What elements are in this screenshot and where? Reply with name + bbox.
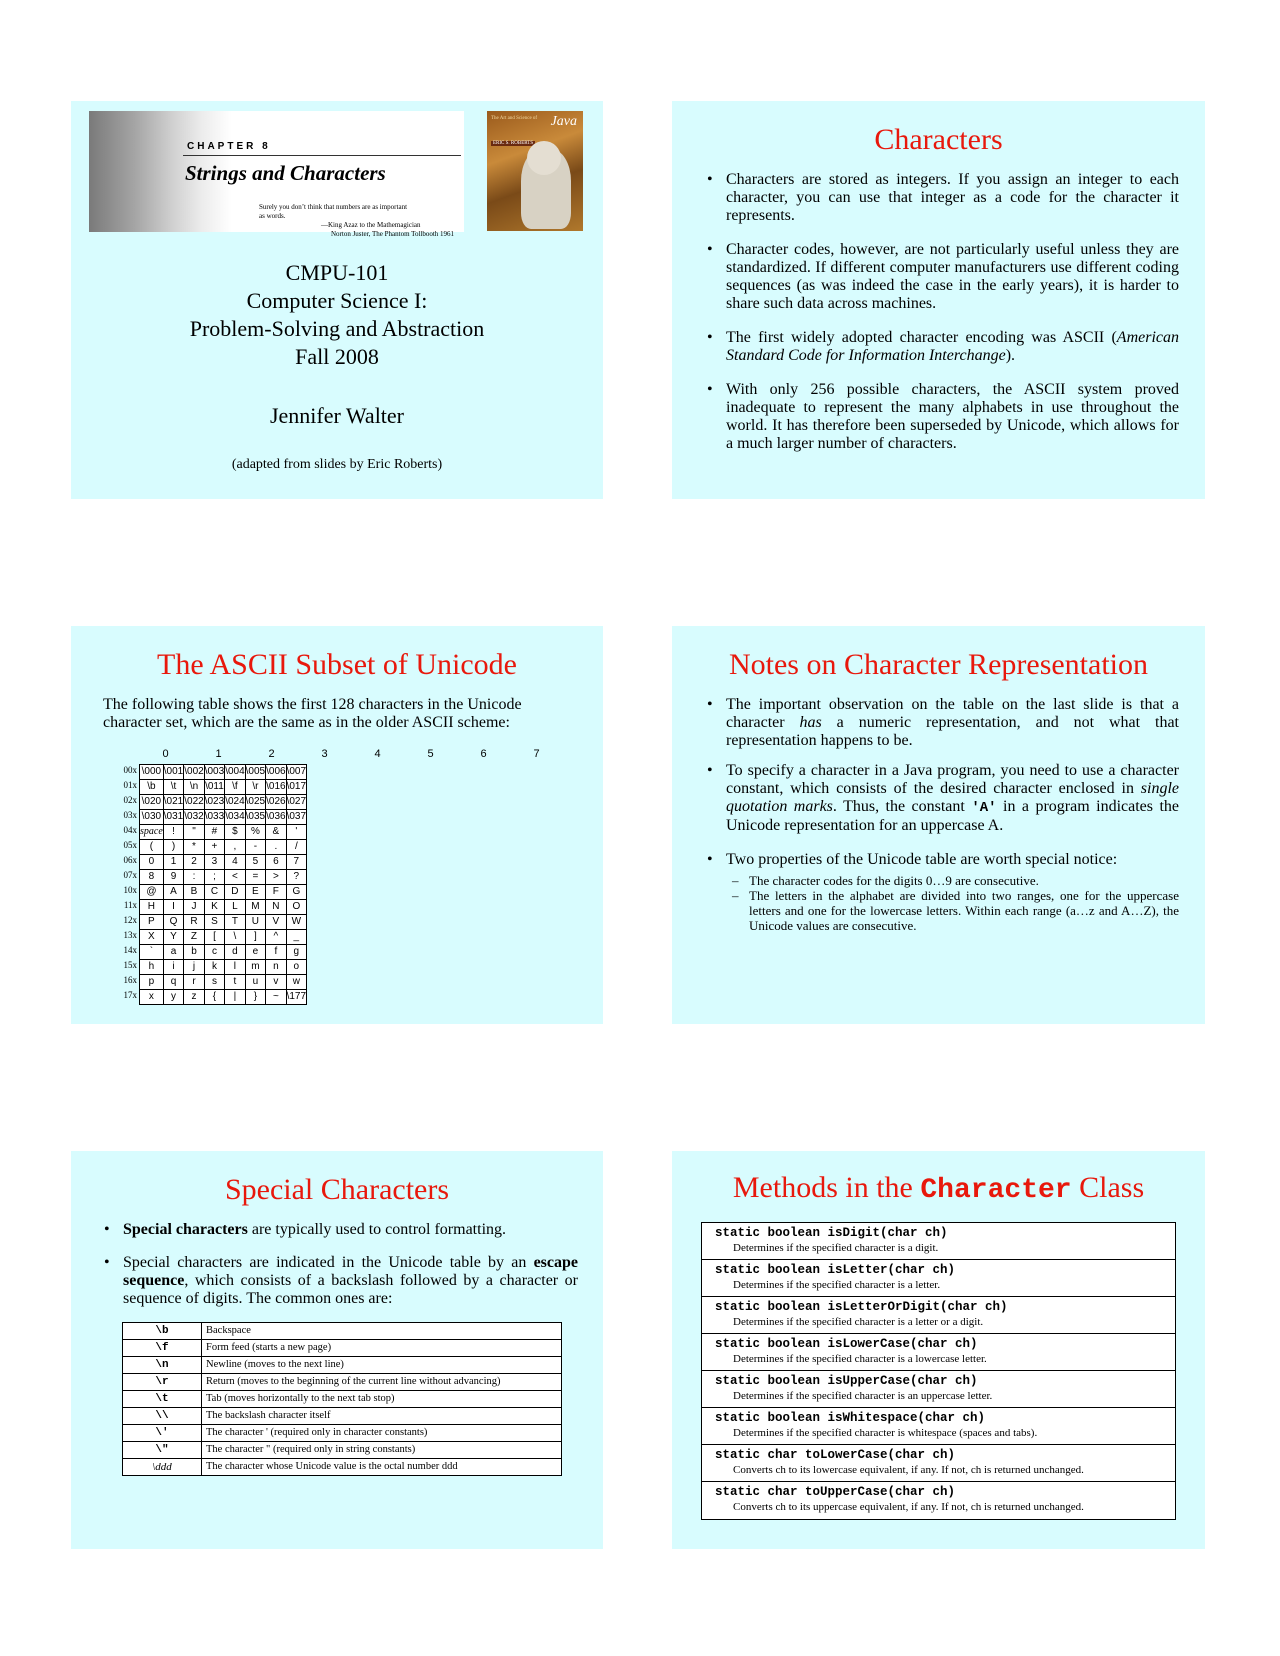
ascii-cell: `	[140, 945, 164, 960]
slide-character-methods	[672, 1151, 1205, 1549]
bullet-item: • Characters are stored as integers. If you assign an integer to each character, you can use that integer as a code for the character it represents.	[705, 171, 1179, 225]
chapter-quote	[259, 203, 459, 239]
ascii-row	[140, 870, 307, 885]
escape-row	[123, 1357, 562, 1374]
ascii-cell: ^	[266, 930, 286, 945]
ascii-cell: <	[225, 870, 245, 885]
bullet-item	[102, 1221, 578, 1239]
quote-line: Surely you don’t think that numbers are as important	[259, 203, 408, 211]
row-header: 01x	[123, 780, 137, 790]
ascii-cell: [	[204, 930, 224, 945]
bullet-text: a numeric representation, and not what that representation happens to be.	[726, 714, 1179, 749]
escape-row	[123, 1340, 562, 1357]
escape-code: \r	[123, 1374, 202, 1391]
ascii-cell: ,	[225, 840, 245, 855]
ascii-cell: /	[286, 840, 306, 855]
row-header: 03x	[123, 810, 137, 820]
bullet-list	[705, 696, 1179, 933]
method-description: Converts ch to its uppercase equivalent, if any. If not, ch is returned unchanged.	[733, 1501, 1084, 1513]
adapted-note: (adapted from slides by Eric Roberts)	[231, 457, 443, 472]
method-description: Determines if the specified character is a letter.	[733, 1279, 941, 1291]
ascii-row	[140, 840, 307, 855]
ascii-row	[140, 975, 307, 990]
method-signature: static boolean isWhitespace(char ch)	[715, 1411, 986, 1425]
escape-code: \n	[123, 1357, 202, 1374]
ascii-cell: R	[184, 915, 204, 930]
escape-row	[123, 1323, 562, 1340]
ascii-cell: >	[266, 870, 286, 885]
ascii-cell: Z	[184, 930, 204, 945]
method-description: Determines if the specified character is a digit.	[733, 1242, 939, 1254]
course-info	[71, 259, 603, 371]
ascii-cell: \007	[286, 765, 306, 780]
ascii-cell: w	[286, 975, 306, 990]
escape-code: \t	[123, 1391, 202, 1408]
ascii-cell: D	[225, 885, 245, 900]
bullet-text: To specify a character in a Java program, you need to use a character constant, which consists of the desired character enclosed in	[726, 762, 1179, 797]
ascii-cell: \r	[245, 780, 265, 795]
ascii-cell: _	[286, 930, 306, 945]
slide-special-characters	[71, 1151, 603, 1549]
ascii-cell: \	[225, 930, 245, 945]
ascii-cell: \n	[184, 780, 204, 795]
ascii-cell: \021	[163, 795, 183, 810]
ascii-cell: \024	[225, 795, 245, 810]
ascii-cell: \017	[286, 780, 306, 795]
row-header: 02x	[123, 795, 137, 805]
method-description: Determines if the specified character is a letter or a digit.	[733, 1316, 984, 1328]
ascii-cell: d	[225, 945, 245, 960]
method-row	[702, 1371, 1175, 1408]
bullet-text: Two properties of the Unicode table are worth special notice:	[726, 851, 1118, 868]
escape-description: Form feed (starts a new page)	[202, 1340, 562, 1357]
row-header: 10x	[123, 885, 137, 895]
ascii-cell: 8	[140, 870, 164, 885]
ascii-cell: 2	[184, 855, 204, 870]
bullet-text: Special characters are indicated in the Unicode table by an	[123, 1254, 534, 1271]
methods-table	[701, 1222, 1176, 1520]
quote-line: as words.	[259, 212, 286, 220]
escape-sequence-table	[122, 1322, 562, 1476]
ascii-cell: ?	[286, 870, 306, 885]
ascii-cell: $	[225, 825, 245, 840]
row-header: 16x	[123, 975, 137, 985]
col-header: 6	[480, 748, 487, 760]
col-header: 1	[215, 748, 222, 760]
cover-title: Java	[550, 114, 577, 129]
ascii-cell: 1	[163, 855, 183, 870]
ascii-cell: A	[163, 885, 183, 900]
ascii-cell: L	[225, 900, 245, 915]
bullet-text: The first widely adopted character encoding was ASCII	[726, 329, 1105, 346]
ascii-cell: \006	[266, 765, 286, 780]
bullet-list	[102, 1221, 578, 1308]
ascii-cell: I	[163, 900, 183, 915]
ascii-cell: g	[286, 945, 306, 960]
ascii-cell: +	[204, 840, 224, 855]
ascii-cell: G	[286, 885, 306, 900]
ascii-cell: @	[140, 885, 164, 900]
slide-title: Special Characters	[224, 1173, 450, 1206]
col-header: 0	[162, 748, 169, 760]
ascii-row	[140, 930, 307, 945]
method-description: Determines if the specified character is whitespace (spaces and tabs).	[733, 1427, 1038, 1439]
ascii-table	[139, 764, 307, 1005]
ascii-cell: r	[184, 975, 204, 990]
escape-row	[123, 1442, 562, 1459]
ascii-cell: Q	[163, 915, 183, 930]
bullet-list	[705, 171, 1179, 453]
row-header: 06x	[123, 855, 137, 865]
slide-title	[672, 1173, 1205, 1205]
ascii-cell: \000	[140, 765, 164, 780]
ascii-cell: \011	[204, 780, 224, 795]
ascii-cell: b	[184, 945, 204, 960]
ascii-cell: K	[204, 900, 224, 915]
method-row	[702, 1408, 1175, 1445]
row-header: 00x	[123, 765, 137, 775]
ascii-cell: \022	[184, 795, 204, 810]
sub-bullet-list	[726, 873, 1179, 933]
ascii-cell: 4	[225, 855, 245, 870]
ascii-row	[140, 915, 307, 930]
ascii-cell: \f	[225, 780, 245, 795]
bullet-text: The important observation on the table on the last slide is that a character	[726, 696, 1179, 731]
method-row	[702, 1297, 1175, 1334]
ascii-cell: \003	[204, 765, 224, 780]
escape-description: The character ' (required only in character constants)	[202, 1425, 562, 1442]
ascii-cell: !	[163, 825, 183, 840]
ascii-cell: T	[225, 915, 245, 930]
bold-term: Special characters	[123, 1221, 248, 1238]
ascii-cell: \005	[245, 765, 265, 780]
ascii-expansion: American Standard Code for Information Interchange	[726, 329, 1179, 364]
ascii-row	[140, 810, 307, 825]
title-text: Methods in the	[732, 1171, 921, 1204]
ascii-cell: ~	[266, 990, 286, 1005]
ascii-cell: \177	[286, 990, 306, 1005]
escape-description: Return (moves to the beginning of the current line without advancing)	[202, 1374, 562, 1391]
method-signature: static boolean isLetterOrDigit(char ch)	[715, 1300, 1008, 1314]
ascii-cell: O	[286, 900, 306, 915]
ascii-cell: \034	[225, 810, 245, 825]
ascii-cell: \033	[204, 810, 224, 825]
ascii-cell: U	[245, 915, 265, 930]
ascii-cell: 0	[140, 855, 164, 870]
ascii-cell: X	[140, 930, 164, 945]
ascii-cell: \023	[204, 795, 224, 810]
slide-title: The ASCII Subset of Unicode	[157, 648, 517, 681]
ascii-cell: B	[184, 885, 204, 900]
ascii-cell: t	[225, 975, 245, 990]
bullet-text: in a program indicates the Unicode representation for an uppercase A.	[726, 798, 1180, 834]
slide-title: Characters	[874, 123, 1003, 156]
ascii-cell: s	[204, 975, 224, 990]
escape-description: Backspace	[202, 1323, 562, 1340]
ascii-cell: {	[204, 990, 224, 1005]
ascii-row	[140, 885, 307, 900]
ascii-cell: o	[286, 960, 306, 975]
ascii-cell: h	[140, 960, 164, 975]
ascii-cell: ;	[204, 870, 224, 885]
method-signature: static boolean isLowerCase(char ch)	[715, 1337, 978, 1351]
code-constant: 'A'	[971, 800, 997, 816]
ascii-cell: u	[245, 975, 265, 990]
ascii-row	[140, 960, 307, 975]
bullet-item	[705, 762, 1179, 835]
escape-row	[123, 1374, 562, 1391]
ascii-cell: i	[163, 960, 183, 975]
escape-description: The character whose Unicode value is the octal number ddd	[202, 1459, 562, 1476]
row-header: 07x	[123, 870, 137, 880]
escape-description: Tab (moves horizontally to the next tab stop)	[202, 1391, 562, 1408]
row-header: 14x	[123, 945, 137, 955]
ascii-cell: 5	[245, 855, 265, 870]
ascii-row	[140, 900, 307, 915]
col-header: 5	[427, 748, 434, 760]
method-description: Determines if the specified character is an uppercase letter.	[733, 1390, 993, 1402]
ascii-cell: W	[286, 915, 306, 930]
ascii-cell: \016	[266, 780, 286, 795]
sub-bullet-item: – The letters in the alphabet are divided into two ranges, one for the uppercase letters and one for the lowercase letters. Within each range (a…z and A…Z), the Unicode values are consecutive.	[726, 888, 1179, 933]
escape-code: \ddd	[123, 1459, 202, 1476]
title-code: Character	[920, 1175, 1072, 1206]
ascii-cell: \032	[184, 810, 204, 825]
ascii-cell: \035	[245, 810, 265, 825]
ascii-cell: E	[245, 885, 265, 900]
course-code: CMPU-101	[285, 260, 389, 285]
ascii-cell: \t	[163, 780, 183, 795]
sub-bullet-item: – The character codes for the digits 0…9 are consecutive.	[726, 873, 1179, 888]
escape-row	[123, 1459, 562, 1476]
row-header: 15x	[123, 960, 137, 970]
course-term: Fall 2008	[295, 344, 379, 369]
bullet-item: • Character codes, however, are not particularly useful unless they are standardized. If different computer manufacturers use different coding sequences (as was indeed the case in the early years), it is harder to share such data across machines.	[705, 241, 1179, 313]
escape-code: \'	[123, 1425, 202, 1442]
ascii-cell: V	[266, 915, 286, 930]
ascii-cell: z	[184, 990, 204, 1005]
ascii-row	[140, 825, 307, 840]
ascii-row	[140, 795, 307, 810]
ascii-cell: H	[140, 900, 164, 915]
slide-characters	[672, 101, 1205, 499]
ascii-cell: j	[184, 960, 204, 975]
bullet-item	[102, 1254, 578, 1308]
ascii-cell: &	[266, 825, 286, 840]
method-signature: static char toUpperCase(char ch)	[715, 1485, 956, 1499]
escape-code: \f	[123, 1340, 202, 1357]
ascii-cell: }	[245, 990, 265, 1005]
ascii-cell: space	[140, 825, 164, 840]
ascii-cell: |	[225, 990, 245, 1005]
ascii-cell: #	[204, 825, 224, 840]
course-name: Computer Science I:	[246, 288, 428, 313]
method-signature: static boolean isLetter(char ch)	[715, 1263, 956, 1277]
ascii-row	[140, 855, 307, 870]
escape-description: The backslash character itself	[202, 1408, 562, 1425]
ascii-cell: \020	[140, 795, 164, 810]
slide-title	[71, 101, 603, 499]
escape-code: \\	[123, 1408, 202, 1425]
method-row	[702, 1482, 1175, 1519]
ascii-cell: \026	[266, 795, 286, 810]
author-name: Jennifer Walter	[269, 403, 405, 428]
bullet-item	[705, 851, 1179, 933]
ascii-cell: N	[266, 900, 286, 915]
chapter-label: CHAPTER 8	[187, 141, 271, 152]
ascii-cell: 7	[286, 855, 306, 870]
ascii-cell: P	[140, 915, 164, 930]
emphasis: single quotation marks	[726, 780, 1179, 815]
intro-text: The following table shows the first 128 characters in the Unicode character set, which are the same as in the older ASCII scheme:	[103, 696, 522, 731]
bullet-text: are typically used to control formatting.	[247, 1221, 507, 1238]
chapter-banner	[89, 111, 464, 238]
book-cover-image	[487, 111, 583, 231]
ascii-cell: ]	[245, 930, 265, 945]
ascii-cell: F	[266, 885, 286, 900]
ascii-cell: \025	[245, 795, 265, 810]
ascii-cell: \030	[140, 810, 164, 825]
ascii-cell: \036	[266, 810, 286, 825]
emphasis: has	[799, 714, 822, 731]
method-signature: static boolean isDigit(char ch)	[715, 1226, 948, 1240]
ascii-row	[140, 945, 307, 960]
method-signature: static char toLowerCase(char ch)	[715, 1448, 956, 1462]
ascii-cell: S	[204, 915, 224, 930]
ascii-cell: v	[266, 975, 286, 990]
ascii-cell: \027	[286, 795, 306, 810]
ascii-cell: *	[184, 840, 204, 855]
bullet-item: • The first widely adopted character encoding was ASCII (American Standard Code for Information Interchange).	[705, 329, 1179, 365]
ascii-cell: l	[225, 960, 245, 975]
ascii-cell: M	[245, 900, 265, 915]
ascii-cell: \001	[163, 765, 183, 780]
escape-code: \b	[123, 1323, 202, 1340]
ascii-cell: "	[184, 825, 204, 840]
col-header: 4	[374, 748, 381, 760]
method-description: Converts ch to its lowercase equivalent, if any. If not, ch is returned unchanged.	[733, 1464, 1084, 1476]
ascii-cell: k	[204, 960, 224, 975]
ascii-cell: C	[204, 885, 224, 900]
col-header: 2	[268, 748, 275, 760]
ascii-row	[140, 780, 307, 795]
bold-term: escape sequence	[123, 1254, 578, 1289]
ascii-cell: m	[245, 960, 265, 975]
row-header: 04x	[123, 825, 137, 835]
method-description: Determines if the specified character is a lowercase letter.	[733, 1353, 987, 1365]
ascii-cell: n	[266, 960, 286, 975]
ascii-cell: q	[163, 975, 183, 990]
lion-head	[527, 141, 561, 175]
ascii-cell: (	[140, 840, 164, 855]
row-header: 11x	[123, 900, 137, 910]
ascii-cell: .	[266, 840, 286, 855]
col-header: 3	[321, 748, 328, 760]
cover-author: ERIC S. ROBERTS	[493, 141, 534, 146]
quote-source: Norton Juster, The Phantom Tollbooth 1961	[331, 230, 455, 238]
ascii-cell: p	[140, 975, 164, 990]
ascii-cell: y	[163, 990, 183, 1005]
escape-code: \"	[123, 1442, 202, 1459]
slide-ascii-table	[71, 626, 603, 1024]
col-header: 7	[533, 748, 540, 760]
ascii-cell: c	[204, 945, 224, 960]
quote-attribution: —King Azaz to the Mathemagician	[321, 221, 421, 229]
ascii-cell: '	[286, 825, 306, 840]
method-row	[702, 1260, 1175, 1297]
method-row	[702, 1445, 1175, 1482]
ascii-cell: J	[184, 900, 204, 915]
bullet-item	[705, 696, 1179, 750]
row-header: 05x	[123, 840, 137, 850]
bullet-text: . Thus, the constant	[832, 798, 972, 815]
ascii-row	[140, 990, 307, 1005]
ascii-cell: \004	[225, 765, 245, 780]
ascii-cell: -	[245, 840, 265, 855]
ascii-cell: f	[266, 945, 286, 960]
ascii-cell: e	[245, 945, 265, 960]
method-row	[702, 1223, 1175, 1260]
bullet-text: , which consists of a backslash followed by a character or sequence of digits. The common ones are:	[123, 1272, 578, 1307]
row-header: 17x	[123, 990, 137, 1000]
method-signature: static boolean isUpperCase(char ch)	[715, 1374, 978, 1388]
row-header: 13x	[123, 930, 137, 940]
course-subtitle: Problem-Solving and Abstraction	[189, 316, 485, 341]
ascii-cell: a	[163, 945, 183, 960]
cover-subtitle: The Art and Science of	[491, 116, 538, 121]
row-header: 12x	[123, 915, 137, 925]
escape-row	[123, 1391, 562, 1408]
ascii-cell: \002	[184, 765, 204, 780]
ascii-cell: %	[245, 825, 265, 840]
ascii-cell: )	[163, 840, 183, 855]
ascii-cell: \037	[286, 810, 306, 825]
ascii-row	[140, 765, 307, 780]
ascii-cell: \b	[140, 780, 164, 795]
ascii-cell: \031	[163, 810, 183, 825]
title-text: Class	[1071, 1171, 1145, 1204]
escape-description: The character " (required only in string constants)	[202, 1442, 562, 1459]
slide-title: Notes on Character Representation	[728, 648, 1149, 681]
method-row	[702, 1334, 1175, 1371]
chapter-title: Strings and Characters	[185, 161, 386, 185]
ascii-cell: x	[140, 990, 164, 1005]
ascii-cell: =	[245, 870, 265, 885]
escape-description: Newline (moves to the next line)	[202, 1357, 562, 1374]
ascii-cell: :	[184, 870, 204, 885]
escape-row	[123, 1408, 562, 1425]
ascii-cell: Y	[163, 930, 183, 945]
ascii-cell: 6	[266, 855, 286, 870]
bullet-item: • With only 256 possible characters, the ASCII system proved inadequate to represent the many alphabets in use throughout the world. It has therefore been superseded by Unicode, which allows for a much larger number of characters.	[705, 381, 1179, 453]
ascii-cell: 9	[163, 870, 183, 885]
escape-row	[123, 1425, 562, 1442]
ascii-cell: 3	[204, 855, 224, 870]
chapter-rule	[183, 155, 461, 156]
slide-notes	[672, 626, 1205, 1024]
